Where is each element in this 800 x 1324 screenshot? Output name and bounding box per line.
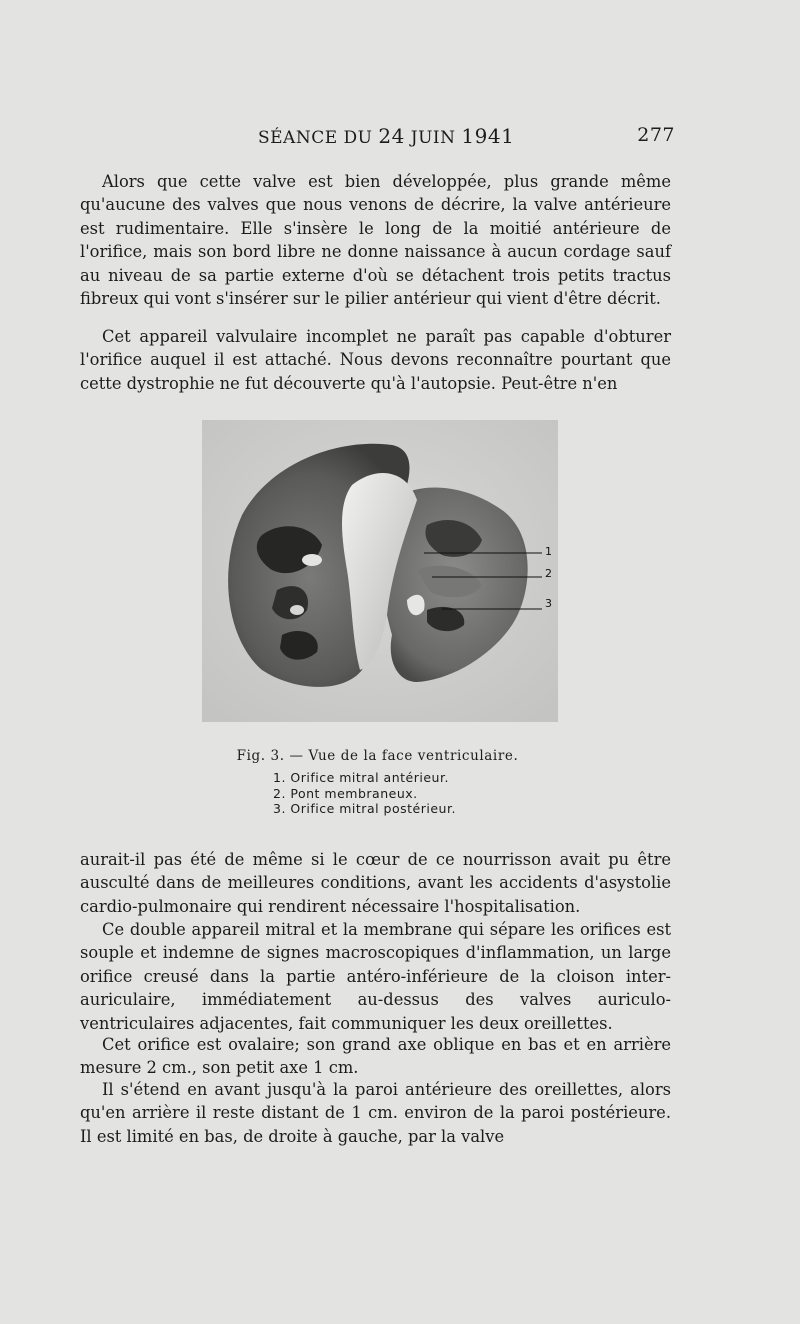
paragraph-4: Ce double appareil mitral et la membrane qui sépare les orifices est souple et indemne de signes macroscopiques d'inflammation, un large orifice creusé dans la partie antéro-inférieure de la cloison inter-auriculaire, immédiatement au-dessus des valves auriculo-ventriculaires adjacentes, fait communiquer les deux oreillettes. [80, 920, 671, 1033]
figure-label-2: 2 [545, 567, 552, 580]
caption-item: 3. Orifice mitral postérieur. [273, 801, 456, 816]
running-title: SÉANCE DU 24 JUIN 1941 [258, 124, 515, 148]
paragraph-1: Alors que cette valve est bien développée, plus grande même qu'aucune des valves que nous venons de décrire, la valve antérieure est rudimentaire. Elle s'insère le long de la moitié antérieure de l'orifice, mais son bord libre ne donne naissance à aucun cordage sauf au niveau de sa partie externe d'où se détachent trois petits tractus fibreux qui vont s'insérer sur le pilier antérieur qui vient d'être décrit. [80, 172, 671, 309]
figure-label-3: 3 [545, 597, 552, 610]
heart-specimen-photo [202, 420, 558, 722]
caption-item: 2. Pont membraneux. [273, 785, 418, 801]
figure-caption-legend [273, 770, 456, 817]
page-number: 277 [637, 124, 675, 146]
paragraph-2: Cet appareil valvulaire incomplet ne paraît pas capable d'obturer l'orifice auquel il est attaché. Nous devons reconnaître pourtant que cette dystrophie ne fut découverte qu'à l'autopsie. Peut-être n'en [80, 327, 671, 393]
figure-label-1: 1 [545, 545, 552, 558]
figure-caption-title: Fig. 3. — Vue de la face ventriculaire. [236, 748, 519, 764]
paragraph-6: Il s'étend en avant jusqu'à la paroi antérieure des oreillettes, alors qu'en arrière il reste distant de 1 cm. environ de la paroi postérieure. Il est limité en bas, de droite à gauche, par la valve [80, 1080, 671, 1146]
running-header [80, 124, 675, 150]
figure-3-photograph [202, 420, 558, 722]
caption-item: 1. Orifice mitral antérieur. [273, 770, 449, 785]
paragraph-5: Cet orifice est ovalaire; son grand axe oblique en bas et en arrière mesure 2 cm., son petit axe 1 cm. [80, 1035, 671, 1078]
paragraph-3: aurait-il pas été de même si le cœur de ce nourrisson avait pu être ausculté dans de meilleures conditions, avant les accidents d'asystolie cardio-pulmonaire qui rendirent nécessaire l'hospitalisation. [80, 850, 671, 916]
